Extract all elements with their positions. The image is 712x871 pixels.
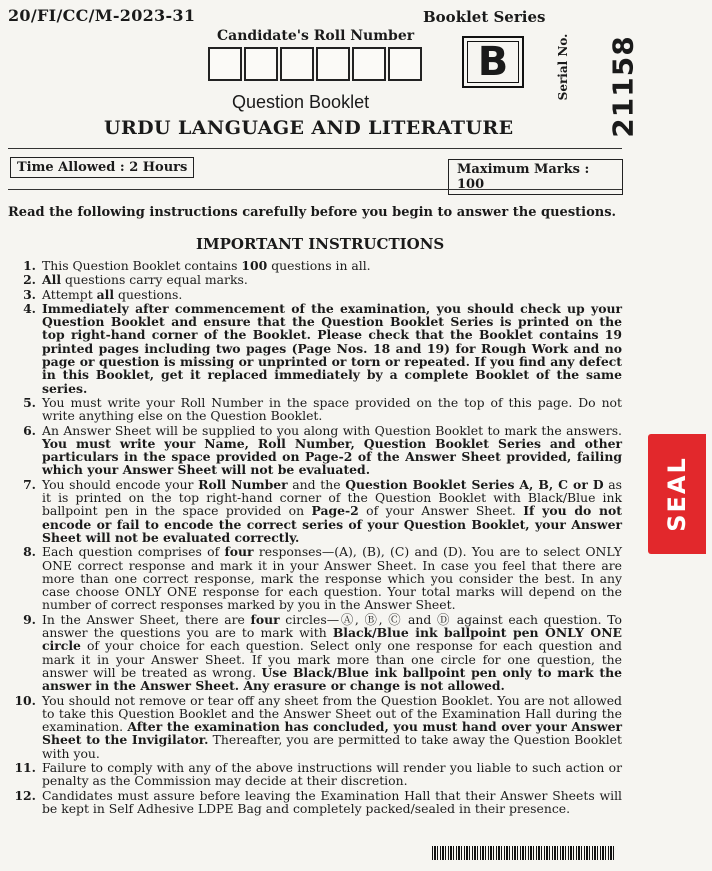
instruction-number: 3. xyxy=(23,286,36,302)
seal-tab[interactable] xyxy=(648,434,706,554)
roll-number-label: Candidate's Roll Number xyxy=(217,28,415,44)
roll-digit-box[interactable] xyxy=(280,47,314,81)
instruction-text-run: All xyxy=(42,272,62,288)
instruction-text xyxy=(42,761,622,788)
instruction-text xyxy=(42,478,622,544)
instruction-text xyxy=(42,424,622,477)
instruction-text-run: Thereafter, you are permitted to take away the Question Booklet with you. xyxy=(42,732,622,761)
roll-digit-box[interactable] xyxy=(208,47,242,81)
instruction-text-run: Failure to comply with any of the above instructions will render you liable to such action or penalty as the Commission may decide at their discretion. xyxy=(42,759,622,789)
instruction-text-run: Black/Blue ink ballpoint pen ONLY ONE circle xyxy=(42,625,623,654)
divider xyxy=(8,189,622,190)
instruction-text-run: 100 xyxy=(241,258,268,273)
instruction-item xyxy=(10,613,622,693)
booklet-series-box xyxy=(462,36,524,88)
roll-digit-box[interactable] xyxy=(244,47,278,81)
instruction-number: 6. xyxy=(23,422,36,438)
instruction-text-run: You must write your Name, Roll Number, Question Booklet Series and other particulars in the space provided on Page-2 of the Answer Sheet provided, failing which your Answer Sheet will not be evaluated. xyxy=(42,435,622,478)
instruction-item xyxy=(10,761,622,788)
instruction-text-run: This Question Booklet contains xyxy=(42,258,242,273)
instruction-number: 2. xyxy=(23,272,36,288)
instruction-text-run: questions in all. xyxy=(267,258,371,273)
instruction-text-run: You should not remove or tear off any sheet from the Question Booklet. You are not allowed to take this Question Booklet and the Answer Sheet out of the Examination Hall during the examination. xyxy=(42,692,622,735)
instruction-text-run: and the xyxy=(287,476,346,492)
instruction-text-run: questions carry equal marks. xyxy=(61,272,248,288)
instruction-text-run: all xyxy=(96,286,115,302)
instruction-text-run: Page-2 xyxy=(311,503,359,519)
instruction-text-run: Question Booklet Series A, B, C or D xyxy=(345,476,604,492)
instruction-item xyxy=(10,259,622,272)
barcode xyxy=(432,846,614,860)
read-instructions-note: Read the following instructions carefully before you begin to answer the questions. xyxy=(8,205,617,220)
booklet-series-label: Booklet Series xyxy=(423,8,546,26)
instruction-text xyxy=(42,694,622,760)
instruction-number: 5. xyxy=(23,394,36,410)
instruction-text-run: Use Black/Blue ink ballpoint pen only to mark the answer in the Answer Sheet. Any erasure or change is not allowed. xyxy=(42,664,622,694)
instruction-text-run: responses—(A), (B), (C) and (D). You are to select ONLY ONE correct response and mark it in your Answer Sheet. In case you feel that there are more than one correct response, mark the response which you consider the best. In any case choose ONLY ONE response for each question. Your total marks will depend on the number of correct responses marked by you in the Answer Sheet. xyxy=(42,544,622,613)
booklet-title: Question Booklet xyxy=(232,92,370,112)
serial-number: 21158 xyxy=(606,35,640,138)
seal-label: SEAL xyxy=(663,456,691,532)
instruction-text-run: four xyxy=(250,611,280,627)
instruction-text-run: Candidates must assure before leaving the Examination Hall that their Answer Sheets will be kept in Self Adhesive LDPE Bag and completely packed/sealed in their presence. xyxy=(42,787,622,816)
instruction-text xyxy=(42,302,622,395)
instruction-item xyxy=(10,789,622,816)
subject-title: URDU LANGUAGE AND LITERATURE xyxy=(104,117,514,139)
instruction-text-run: of your Answer Sheet. xyxy=(358,503,524,519)
series-letter: B xyxy=(467,41,519,83)
instruction-text-run: After the examination has concluded, you must hand over your Answer Sheet to the Invigilator. xyxy=(42,719,623,748)
instruction-item xyxy=(10,273,622,286)
time-allowed: Time Allowed : 2 Hours xyxy=(10,157,194,178)
roll-digit-box[interactable] xyxy=(352,47,386,81)
instruction-text-run: as it is printed on the top right-hand corner of the Question Booklet with Black/Blue ink ballpoint pen in the space provided on xyxy=(42,476,623,519)
instruction-text-run: circles—Ⓐ, Ⓑ, Ⓒ and Ⓓ against each question. To answer the questions you are to mark with xyxy=(42,611,622,641)
serial-number-label: Serial No. xyxy=(556,33,570,101)
instruction-item xyxy=(10,288,622,301)
instruction-text-run: Each question comprises of xyxy=(42,544,225,560)
roll-digit-box[interactable] xyxy=(388,47,422,81)
instruction-text-run: Attempt xyxy=(42,286,97,302)
instruction-item xyxy=(10,478,622,544)
instruction-text-run: four xyxy=(224,544,254,560)
instruction-item xyxy=(10,545,622,611)
instruction-text-run: Roll Number xyxy=(198,476,288,492)
instruction-item xyxy=(10,424,622,477)
instruction-text xyxy=(42,273,622,286)
instruction-text-run: You must write your Roll Number in the space provided on the top of this page. Do not write anything else on the Question Booklet. xyxy=(42,394,622,424)
instruction-number: 12. xyxy=(14,787,36,803)
instruction-text xyxy=(42,288,622,301)
instruction-text xyxy=(42,545,622,611)
roll-number-boxes[interactable] xyxy=(208,47,424,81)
instruction-text xyxy=(42,613,622,693)
instruction-text-run: An Answer Sheet will be supplied to you along with Question Booklet to mark the answers. xyxy=(42,422,622,438)
instruction-number: 4. xyxy=(23,300,36,316)
instruction-text-run: You should encode your xyxy=(42,476,199,492)
instruction-item xyxy=(10,694,622,760)
instruction-text-run: In the Answer Sheet, there are xyxy=(42,611,251,627)
instruction-text-run: questions. xyxy=(114,286,183,302)
roll-digit-box[interactable] xyxy=(316,47,350,81)
paper-code: 20/FI/CC/M-2023-31 xyxy=(8,6,196,25)
instruction-number: 7. xyxy=(23,476,36,492)
instruction-text xyxy=(42,789,622,816)
instruction-text-run: If you do not encode or fail to encode the correct series of your Question Booklet, your Answer Sheet will not be evaluated correctly. xyxy=(42,503,622,545)
maximum-marks: Maximum Marks : 100 xyxy=(448,159,623,195)
instruction-text xyxy=(42,396,622,423)
instruction-text-run: Immediately after commencement of the examination, you should check up your Question Booklet and ensure that the Question Booklet Series is printed on the top right-hand corner of the Booklet. Please check that the Booklet contains 19 printed pages including two pages (Page Nos. 18 and 19) for Rough Work and no page or question is missing or unprinted or torn or repeated. If you find any defect in this Booklet, get it replaced immediately by a complete Booklet of the same series. xyxy=(42,300,622,396)
instruction-number: 9. xyxy=(23,611,36,627)
instruction-number: 1. xyxy=(23,258,36,273)
instruction-text-run: of your choice for each question. Select only one response for each question and mark it in your Answer Sheet. If you mark more than one circle for one question, the answer will be treated as wrong. xyxy=(42,638,622,680)
instruction-item xyxy=(10,396,622,423)
divider xyxy=(8,148,622,149)
instruction-number: 11. xyxy=(14,759,36,775)
instructions-list xyxy=(10,259,622,816)
instruction-number: 10. xyxy=(14,692,36,708)
instructions-heading: IMPORTANT INSTRUCTIONS xyxy=(196,235,445,253)
instruction-item xyxy=(10,302,622,395)
instruction-number: 8. xyxy=(23,544,36,560)
instruction-text xyxy=(42,259,622,272)
